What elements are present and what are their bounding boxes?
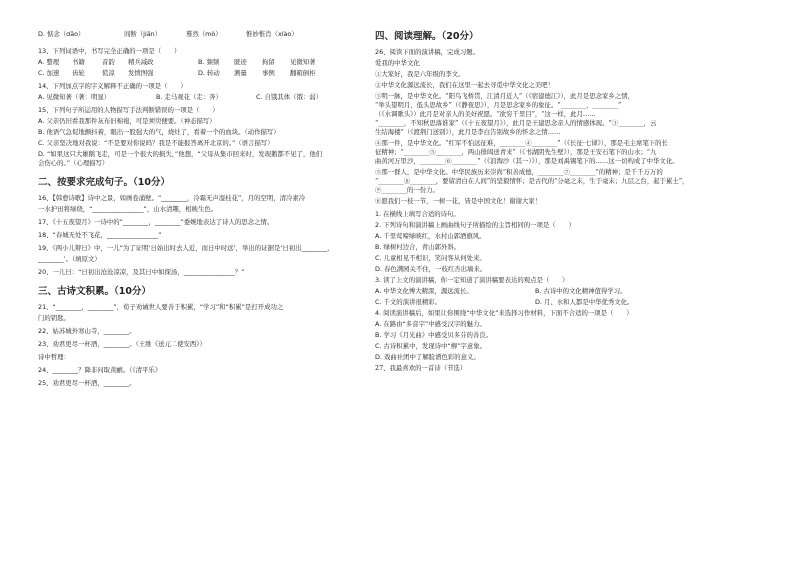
q14-stem: 14、下列加点字的字义解释不正确的一项是（ ） xyxy=(38,82,187,90)
section-4-heading: 四、阅读理解。（20分） xyxy=(375,31,479,42)
q21-line2: 门的钥匙。 xyxy=(38,314,70,322)
speech-p4-line1: “________，不知秋思落谁家”（《十五夜望月》），此月是王建思念亲人的情感体现。“③________，云 xyxy=(375,119,657,127)
sub-q4-option-b: B. 学习《月光曲》中感受贝多芬的善良。 xyxy=(375,331,493,339)
speech-p6-line3: ⑨________的一份力。 xyxy=(375,186,439,194)
q26-stem: 26、阅读下面的演讲稿，完成习题。 xyxy=(375,48,479,56)
sub-q3-options-ab: A. 中华文化博大精深，源远流长。 B. 古诗中的文化精神值得学习。 xyxy=(375,287,627,295)
q15-option-b: B. 他语气急促地颤抖着，眼出一股强大的气，烧灶了，看着一个的血块。（动作描写） xyxy=(38,128,280,136)
speech-p6-line1: ⑤那一群人，是中华文化。中华民族历来崇尚“积善成德，________⑦________”的精神；是千千万万的 xyxy=(375,168,663,176)
q14-options: A. 见微知著（著：明显） B. 走马观花（走：奔） C. 自饿其体（饿：弱） xyxy=(38,93,323,101)
q12-option-d: D. 惦念（dāo） 间断（jiān） 蓦然（mò） 惟妙惟肖（xiào） xyxy=(38,30,298,38)
q25: 25、劝君更尽一杯酒，________。 xyxy=(38,379,136,387)
sub-q1: 1. 在横线上填写合适的诗句。 xyxy=(375,210,460,218)
q19-line2: ________’。（填原文） xyxy=(38,255,101,263)
q15-option-a: A. 父亲仍旧看我那件灰布旧棉袍，可是须臾便要。（神态描写） xyxy=(38,117,216,125)
speech-p3-line2: “举头望明月，低头思故乡”（《静夜思》），月是思念家乡的象征。“________，________” xyxy=(375,101,622,109)
speech-p5-line2: 征精神；“________⑤________，两山排闼送青来”（《书湖阴先生壁》），那是王安石笔下的山水；“九 xyxy=(375,148,657,156)
q15-option-d-line1: D. “如果这只大雄鹅飞走，可是一个很大的损失，”他想，“父母从集市回来时，发现鹅都不见了，他们 xyxy=(38,150,323,158)
sub-q2-stem: 2. 下列诗句和演讲稿上画曲线句子所描绘的主旨相同的一项是（ ） xyxy=(375,221,575,229)
sub-q4-stem: 4. 阅读演讲稿后，如果让你围绕“中华文化”来选择习作材料，下面不合适的一项是（ ） xyxy=(375,309,633,317)
q13-stem: 13、下列词语中，书写完全正确的一项是（ ） xyxy=(38,47,181,55)
q23-philosophy: 诗中哲理： xyxy=(38,353,70,361)
right-column xyxy=(375,30,755,373)
sub-q2-option-c: C. 儿童相见不相识，笑问客从何处来。 xyxy=(375,254,486,262)
q16-line2: 一水护田将绿绕，“________________”，山水清趣，相映生色。 xyxy=(38,205,218,213)
q17: 17、《十五夜望月》一诗中的“________，________”委婉地表达了诗人的思念之情。 xyxy=(38,218,274,226)
sub-q4-option-c: C. 古诗积累中，发现诗中“柳”字意象。 xyxy=(375,342,487,350)
q20: 20、一儿曰：“日初出沧沧凉凉，及其日中如探汤，________________？” xyxy=(38,268,245,276)
speech-p5-line1: ④那一件，是中华文化。“红军不怕远征难，________④________”（《长征·七律》），那是毛主席笔下的长 xyxy=(375,139,668,147)
sub-q3-stem: 3. 读了上文的演讲稿，你一定知道了演讲稿要表达的观点是（ ） xyxy=(375,276,569,284)
q15-stem: 15、下列句子所运用的人物描写手法判断错误的一项是（ ） xyxy=(38,106,219,114)
section-2-heading: 二、按要求完成句子。（10分） xyxy=(38,177,170,188)
sub-q2-option-a: A. 千里莺啼绿映红，水村山郭酒旗风。 xyxy=(375,232,486,240)
q13-options-ab: A. 整理 书籍 音韵 精兵减政 B. 频频 匿迹 拘留 见微知著 xyxy=(38,58,316,66)
left-column xyxy=(38,30,368,388)
speech-p3-line3: （《水调歌头》）此月是对亲人的美好祝愿。“欲穷千里目”，“这一样，此月…… xyxy=(375,110,596,118)
speech-p4-line2: 生结海楼”（《渡荆门送别》），此月是李白告别故乡的怀念之情…… xyxy=(375,128,561,136)
speech-p5-line3: 曲黄河万里沙，________⑥________”（《浪淘沙（其一）》），那是刘禹锡笔下的……这一切构成了中华文化。 xyxy=(375,157,679,165)
sub-q2-option-b: B. 绿树村边合，青山郭外斜。 xyxy=(375,243,461,251)
speech-p6-line2: “________⑧________，要留清白在人间”的坚毅情怀；是古代的“分毫之末，生于毫末；九层之台，起于累土”， xyxy=(375,177,689,185)
q24: 24、________？降非问取黄鹂。（《清平乐》 xyxy=(38,366,162,374)
speech-p2: ②中华文化源远流长，我们在这里一起去寻觅中华文化之美吧！ xyxy=(375,81,554,89)
sub-q4-option-d: D. 戏曲社团中了解脸谱色彩的意义。 xyxy=(375,353,480,361)
q15-option-c: C. 父亲坚决地对我说：“不是要对你说吗？我是不能报答离开北京的。”（语言描写） xyxy=(38,139,274,147)
speech-p3-line1: ③明一脉，是中华文化。“阳鸟飞桥贯，江清月近人”（《宿建德江》），此月是思念家乡之情， xyxy=(375,92,634,100)
q16-line1: 16、【韩愈诗歌】诗中之景，如画卷涌壁。“________，冷霜无声湿桂花”，月的空明，清冷素冷 xyxy=(38,194,306,202)
speech-p1: ①大家好，我是六年级的李文。 xyxy=(375,70,465,78)
q19-line1: 19、《两小儿辩日》中，一儿“为了证明‘日始出时去人近，而日中时远’，举出的证据是‘日初出________， xyxy=(38,244,334,252)
q23: 23、劝君更尽一杯酒，________。（王维《送元二使安西》） xyxy=(38,340,206,348)
speech-title: 爱我的中华文化 xyxy=(375,59,420,67)
speech-p7: ⑥愿我们一枝一节，一树一花，皆是中国文化！谢谢大家！ xyxy=(375,197,542,205)
q13-options-cd: C. 加速 齿轮 慌凉 发愤图强 D. 转动 测量 事例 翻箱倒柜 xyxy=(38,69,316,77)
sub-q3-options-cd: C. 千文的演讲很精彩。 D. 月、水和人都是中华优秀文化。 xyxy=(375,298,634,306)
q27-heading: 27、我最喜欢的一首诗（节选） xyxy=(375,364,467,372)
q18: 18、“春城无处不飞花，________________” xyxy=(38,231,162,239)
q21-line1: 21、“________，________”，荀子劝诫世人要善于积累，“学习”和“积累”是打开成功之 xyxy=(38,303,284,311)
sub-q2-option-d: D. 春色满园关不住，一枝红杏出墙来。 xyxy=(375,265,487,273)
sub-q4-option-a: A. 在路由“多音字”中感受汉字的魅力。 xyxy=(375,320,486,328)
q15-option-d-line2: 会伤心的。”（心理描写） xyxy=(38,159,109,167)
q22: 22、姑苏城外寒山寺，________。 xyxy=(38,327,136,335)
section-3-heading: 三、古诗文积累。（10分） xyxy=(38,286,151,297)
